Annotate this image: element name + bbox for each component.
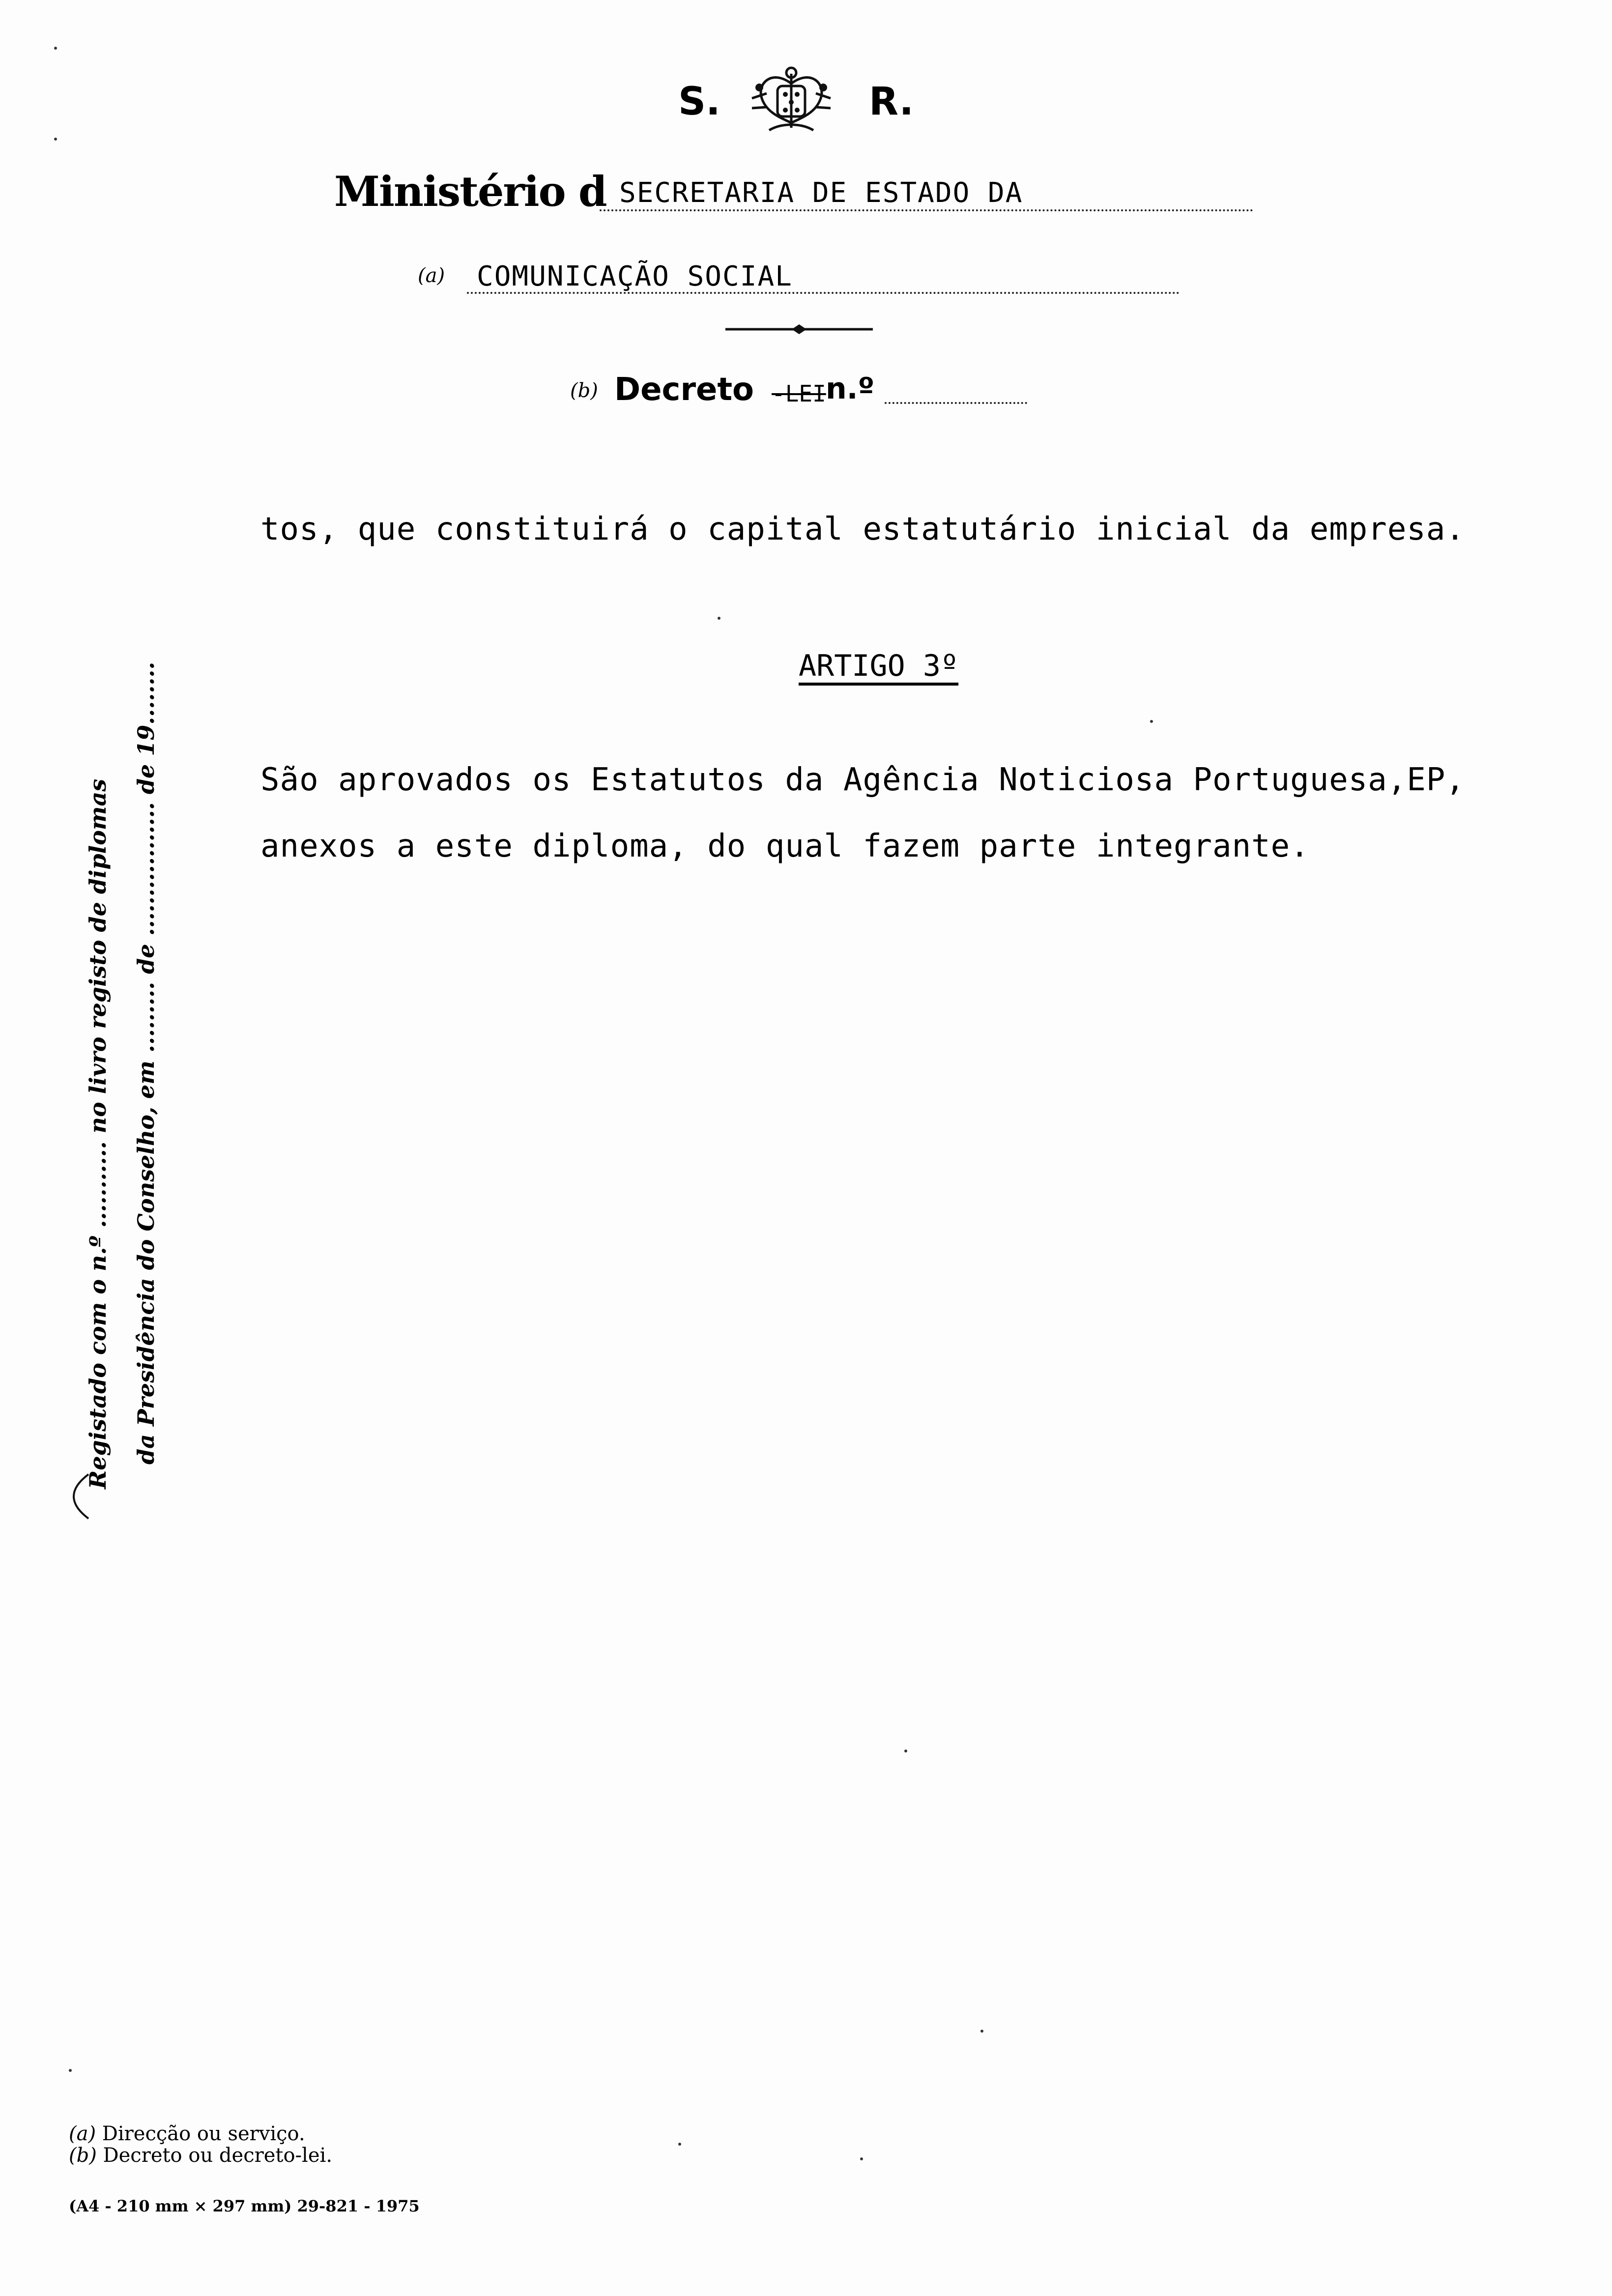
footnote-a-text: Direcção ou serviço. [102,2123,305,2145]
direction-dotted-line [467,292,1180,294]
footnote-a [69,2123,511,2145]
decree-number-label: n.º [826,372,875,406]
letterhead-s: S. [678,80,720,124]
decree-lei-suffix: -LEI [772,380,826,407]
footnote-a-marker: (a) [69,2123,96,2145]
body-line-2: São aprovados os Estatutos da Agência Noticiosa Portuguesa,EP, [260,762,1465,798]
ministry-dotted-line [600,209,1253,211]
letterhead [678,64,934,147]
registration-line-1: Registado com o n.º ........... no livro registo de diplomas [85,778,111,1489]
coat-of-arms-icon [742,64,840,138]
decree-marker: (b) [570,379,598,402]
ornament-divider [725,315,873,344]
footnotes [69,2123,511,2166]
direction-field [418,256,1184,300]
letterhead-r: R. [869,80,914,124]
decree-field [570,369,1032,418]
decree-label: Decreto [614,372,754,408]
footnote-b-marker: (b) [69,2144,97,2167]
ministry-value: SECRETARIA DE ESTADO DA [619,177,1023,209]
direction-marker: (a) [418,264,445,287]
registration-strip [59,580,167,1514]
registration-line-2: da Presidência do Conselho, em ......... de ................. de 19........ [133,661,159,1464]
ministry-label: Ministério d [334,167,606,216]
footnote-b-text: Decreto ou decreto-lei. [103,2144,333,2167]
decree-number-dotted-line [885,402,1027,404]
body-line-1: tos, que constituirá o capital estatutário inicial da empresa. [260,511,1465,547]
article-heading: ARTIGO 3º [799,649,959,683]
footnote-b [69,2145,511,2166]
body-line-3: anexos a este diploma, do qual fazem parte integrante. [260,828,1310,864]
form-code: (A4 - 210 mm × 297 mm) 29-821 - 1975 [69,2197,420,2215]
ministry-field [334,167,1258,221]
bracket-icon [59,1469,98,1523]
direction-value: COMUNICAÇÃO SOCIAL [477,260,793,292]
